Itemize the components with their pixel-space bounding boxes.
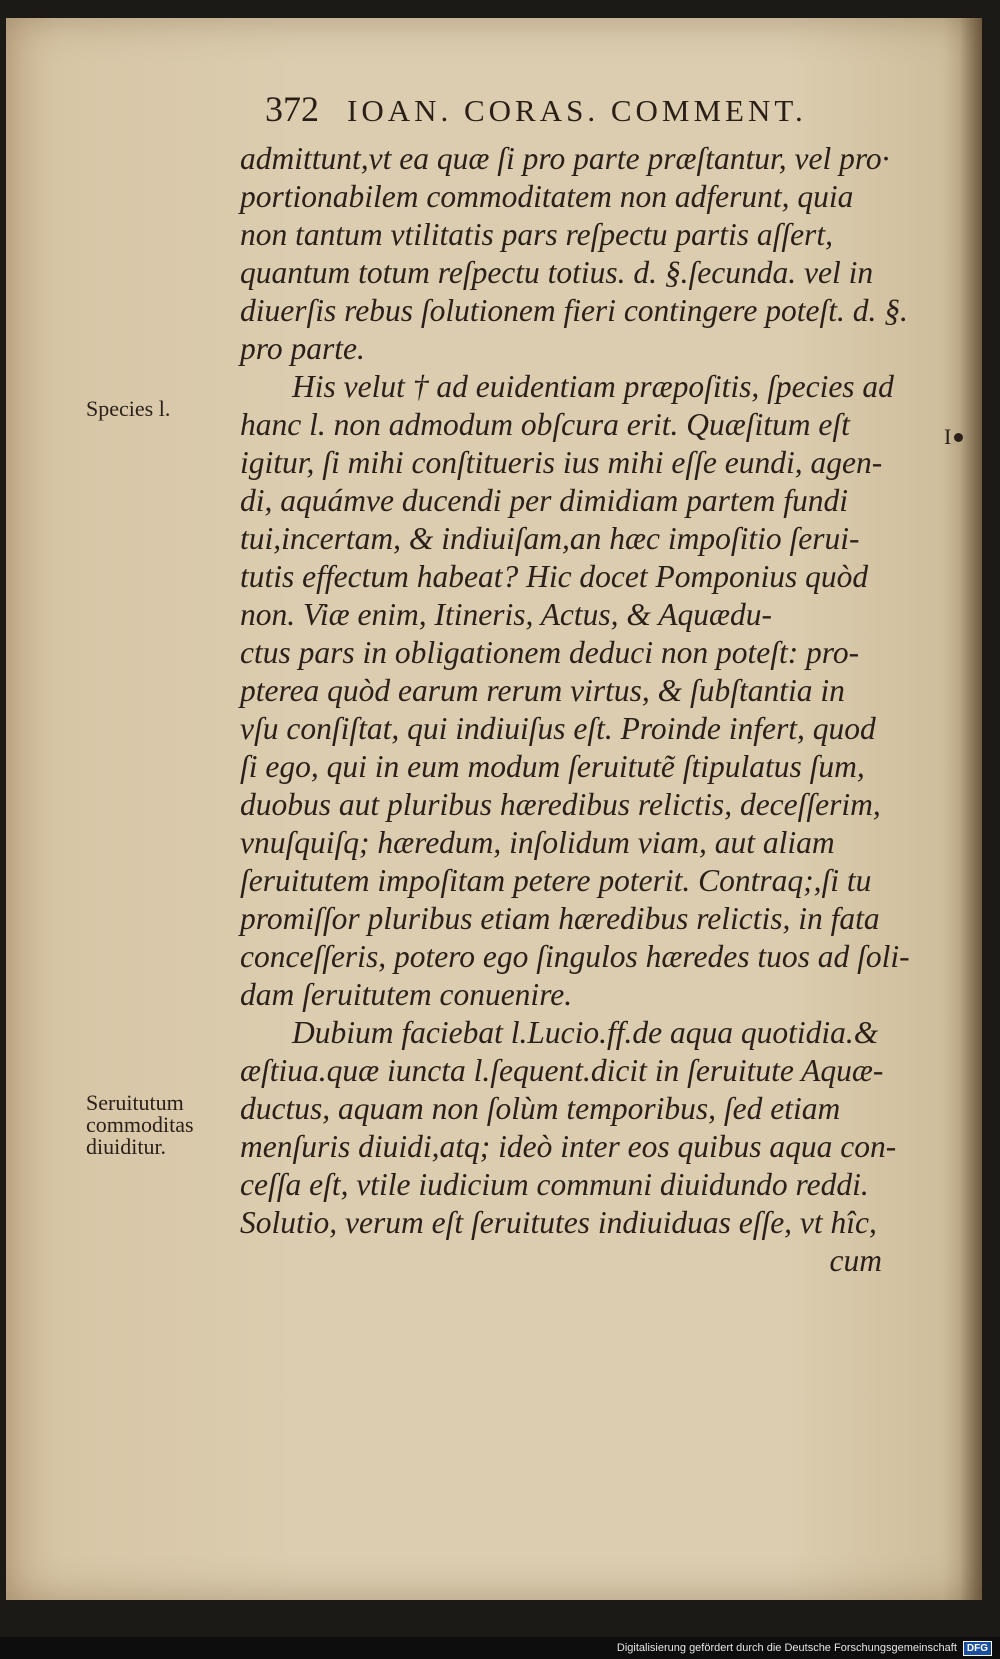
text-line: ſeruitutem impoſitam petere poterit. Contraq;,ſi tu bbox=[240, 863, 872, 898]
text-line: di, aquámve ducendi per dimidiam partem fundi bbox=[240, 483, 849, 518]
page-edge-shadow bbox=[960, 18, 982, 1600]
text-line: promiſſor pluribus etiam hæredibus relictis, in fata bbox=[240, 901, 880, 936]
text-line: pterea quòd earum rerum virtus, & ſubſtantia in bbox=[240, 673, 845, 708]
margin-note-species bbox=[86, 398, 170, 420]
margin-note-line: Species l. bbox=[86, 396, 171, 421]
text-line: Dubium faciebat l.Lucio.ff.de aqua quotidia.& bbox=[292, 1015, 879, 1050]
dfg-logo: DFG bbox=[963, 1641, 992, 1656]
text-line: diuerſis rebus ſolutionem fieri contingere poteſt. d. §. bbox=[240, 293, 908, 328]
text-line: conceſſeris, potero ego ſingulos hæredes tuos ad ſoli- bbox=[240, 939, 910, 974]
text-line: hanc l. non admodum obſcura erit. Quæſitum eſt bbox=[240, 407, 850, 442]
text-line: Solutio, verum eſt ſeruitutes indiuiduas eſſe, vt hîc, bbox=[240, 1205, 877, 1240]
text-line: non tantum vtilitatis pars reſpectu partis aſſert, bbox=[240, 217, 833, 252]
page-header bbox=[265, 88, 875, 138]
running-head: IOAN. CORAS. COMMENT. bbox=[347, 93, 807, 128]
marker-letter: I bbox=[944, 424, 952, 449]
text-line: tui,incertam, & indiuiſam,an hæc impoſitio ſerui- bbox=[240, 521, 860, 556]
text-line: ctus pars in obligationem deduci non poteſt: pro- bbox=[240, 635, 860, 670]
margin-note-line: Seruitutum bbox=[86, 1090, 184, 1115]
margin-note-servitutum bbox=[86, 1092, 194, 1158]
margin-note-line: commoditas bbox=[86, 1112, 194, 1137]
text-line: His velut † ad euidentiam præpoſitis, ſpecies ad bbox=[292, 369, 894, 404]
text-line: tutis effectum habeat? Hic docet Pomponius quòd bbox=[240, 559, 869, 594]
text-line: non. Viæ enim, Itineris, Actus, & Aquædu- bbox=[240, 597, 772, 632]
text-line: æſtiua.quæ iuncta l.ſequent.dicit in ſeruitute Aquæ- bbox=[240, 1053, 884, 1088]
main-text bbox=[240, 140, 950, 1280]
text-line: admittunt,vt ea quæ ſi pro parte præſtantur, vel pro· bbox=[240, 141, 890, 176]
margin-note-line: diuiditur. bbox=[86, 1134, 167, 1159]
text-line: dam ſeruitutem conuenire. bbox=[240, 977, 573, 1012]
text-line: vnuſquiſq; hæredum, inſolidum viam, aut aliam bbox=[240, 825, 835, 860]
page-number: 372 bbox=[265, 89, 319, 129]
text-line: vſu conſiſtat, qui indiuiſus eſt. Proinde infert, quod bbox=[240, 711, 876, 746]
text-line: duobus aut pluribus hæredibus relictis, deceſſerim, bbox=[240, 787, 881, 822]
text-line: quantum totum reſpectu totius. d. §.ſecunda. vel in bbox=[240, 255, 874, 290]
catchword: cum bbox=[829, 1243, 882, 1278]
footer-bar bbox=[0, 1637, 1000, 1659]
text-line: igitur, ſi mihi conſtitueris ius mihi eſſe eundi, agen- bbox=[240, 445, 883, 480]
text-line: portionabilem commoditatem non adferunt, quia bbox=[240, 179, 854, 214]
ink-dot-icon bbox=[954, 433, 963, 442]
text-line: ceſſa eſt, vtile iudicium communi diuidundo reddi. bbox=[240, 1167, 869, 1202]
text-line: ductus, aquam non ſolùm temporibus, ſed etiam bbox=[240, 1091, 841, 1126]
text-line: ſi ego, qui in eum modum ſeruitutẽ ſtipulatus ſum, bbox=[240, 749, 865, 784]
text-line: pro parte. bbox=[240, 331, 365, 366]
text-line: menſuris diuidi,atq; ideò inter eos quibus aqua con- bbox=[240, 1129, 897, 1164]
footer-credit: Digitalisierung gefördert durch die Deutsche Forschungsgemeinschaft bbox=[616, 1642, 957, 1654]
